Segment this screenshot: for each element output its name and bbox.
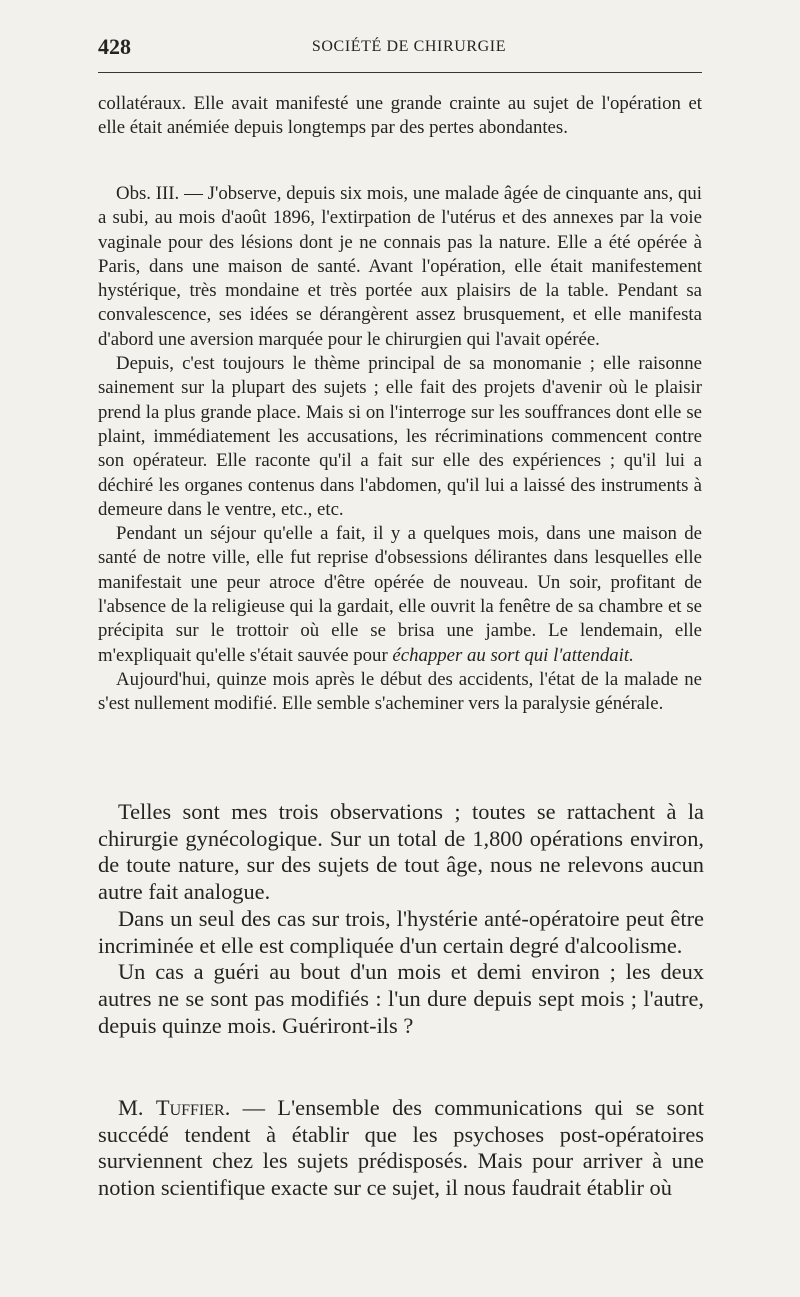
observation-paragraph-4: Aujourd'hui, quinze mois après le début des accidents, l'état de la malade ne s'est nullement modifié. Elle semble s'acheminer vers la paralysie générale.	[98, 668, 702, 715]
discussion-text: — L'ensemble des communications qui se sont succédé tendent à établir que les psychoses post-opératoires surviennent chez les sujets prédisposés. Mais pour arriver à une notion scientifique exacte sur ce sujet, il nous faudrait établir où	[98, 1095, 704, 1201]
observation-paragraph-3	[98, 522, 702, 668]
discussion-section	[98, 1095, 704, 1202]
page-header	[98, 30, 700, 64]
summary-paragraph-1: Telles sont mes trois observations ; toutes se rattachent à la chirurgie gynécologique. Sur un total de 1,800 opérations environ, de toute nature, sur des sujets de tout âge, nous ne relevons aucun autre fait analogue.	[98, 799, 704, 905]
paragraph-collateraux: collatéraux. Elle avait manifesté une grande crainte au sujet de l'opération et elle était anémiée depuis longtemps par des pertes abondantes.	[98, 93, 702, 139]
discussion-paragraph	[98, 1095, 704, 1202]
observation-label: Obs. III.	[116, 183, 180, 204]
summary-paragraph-3: Un cas a guéri au bout d'un mois et demi environ ; les deux autres ne se sont pas modifiés : l'un dure depuis sept mois ; l'autre, depuis quinze mois. Guériront-ils ?	[98, 959, 704, 1038]
observation-iii	[98, 182, 702, 717]
observation-text-3: Pendant un séjour qu'elle a fait, il y a quelques mois, dans une maison de santé de notre ville, elle fut reprise d'obsessions délirantes dans lesquelles elle manifestait une peur atroce d'être opérée de nouveau. Un soir, profitant de l'absence de la religieuse qui la gardait, elle ouvrit la fenêtre de sa chambre et se précipita sur le trottoir où elle se brisa une jambe. Le lendemain, elle m'expliquait qu'elle s'était sauvée pour	[98, 523, 702, 666]
running-title: SOCIÉTÉ DE CHIRURGIE	[311, 38, 507, 55]
observation-text-1: — J'observe, depuis six mois, une malade âgée de cinquante ans, qui a subi, au mois d'août 1896, l'extirpation de l'utérus et des annexes par la voie vaginale pour des lésions dont je ne connais pas la nature. Elle a été opérée à Paris, dans une maison de santé. Avant l'opération, elle était manifestement hystérique, très mondaine et très portée aux plaisirs de la table. Pendant sa convalescence, ses idées se dérangèrent assez brusquement, et elle manifesta d'abord une aversion marquée pour le chirurgien qui l'avait opérée.	[98, 183, 702, 350]
speaker-name: Tuffier.	[155, 1095, 231, 1120]
summary-paragraph-2: Dans un seul des cas sur trois, l'hystérie anté-opératoire peut être incriminée et elle est compliquée d'un certain degré d'alcoolisme.	[98, 905, 704, 958]
observation-italic-quote: échapper au sort qui l'attendait.	[392, 644, 634, 666]
speaker-prefix: M.	[118, 1095, 156, 1120]
observation-paragraph-2: Depuis, c'est toujours le thème principal de sa monomanie ; elle raisonne sainement sur la plupart des sujets ; elle fait des projets d'avenir où le plaisir prend la plus grande place. Mais si on l'interroge sur les souffrances dont elle se plaint, immédiatement les accusations, les récriminations commencent contre son opérateur. Elle raconte qu'il a fait sur elle des expériences ; qu'il lui a déchiré les organes contenus dans l'abdomen, qu'il lui a laissé des instruments à demeure dans le ventre, etc., etc.	[98, 353, 702, 520]
observation-paragraph-1	[98, 182, 702, 352]
header-rule	[98, 72, 702, 73]
summary-section	[98, 799, 704, 1039]
continued-paragraph	[98, 92, 702, 141]
page-number: 428	[98, 34, 131, 59]
